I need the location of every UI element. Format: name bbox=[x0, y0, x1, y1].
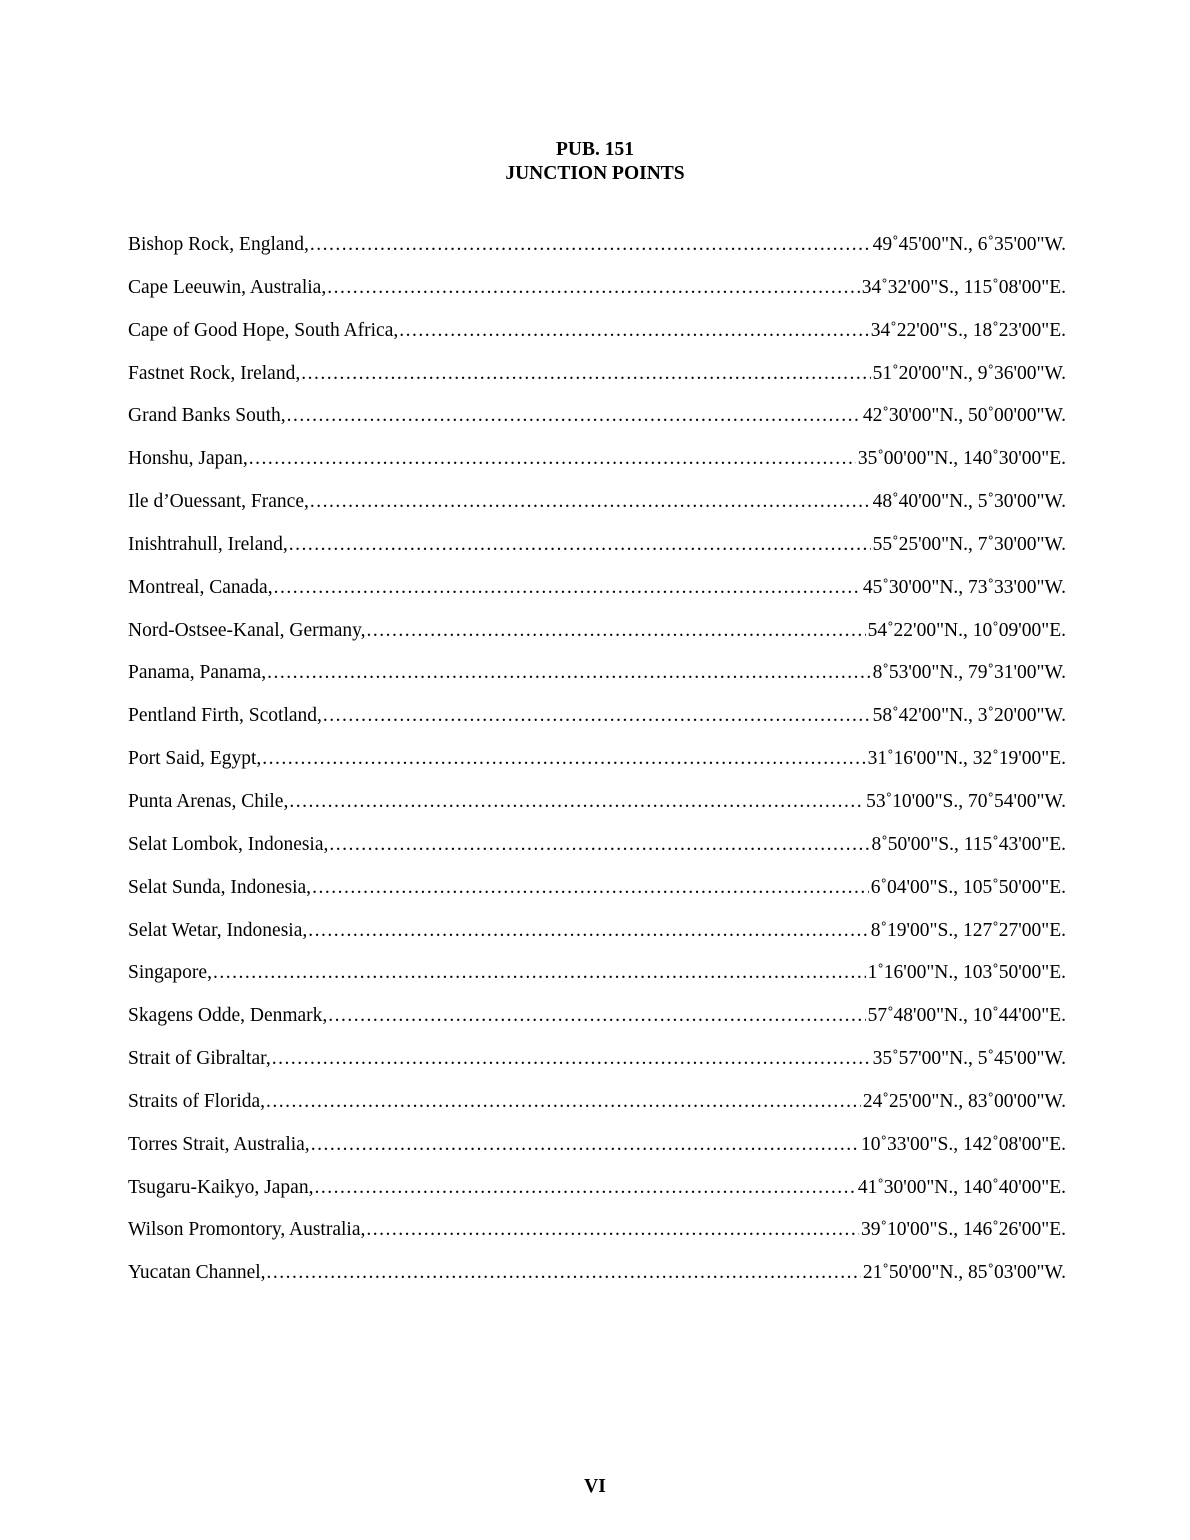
point-coordinates: 31˚16'00"N., 32˚19'00"E. bbox=[867, 748, 1066, 770]
list-item bbox=[128, 1134, 1066, 1177]
dot-leader bbox=[289, 791, 864, 813]
list-item bbox=[128, 448, 1066, 491]
dot-leader bbox=[272, 1048, 871, 1070]
list-item bbox=[128, 1177, 1066, 1220]
dot-leader bbox=[266, 1091, 861, 1113]
point-name: Bishop Rock, England, bbox=[128, 234, 309, 255]
dot-leader bbox=[329, 834, 869, 856]
point-name: Panama, Panama, bbox=[128, 662, 267, 684]
point-coordinates: 10˚33'00"S., 142˚08'00"E. bbox=[861, 1133, 1066, 1155]
point-name: Cape of Good Hope, South Africa, bbox=[128, 319, 399, 341]
point-name: Wilson Promontory, Australia, bbox=[128, 1219, 366, 1241]
dot-leader bbox=[267, 1262, 861, 1284]
list-item bbox=[128, 791, 1066, 834]
point-coordinates: 6˚04'00"S., 105˚50'00"E. bbox=[870, 876, 1066, 898]
dot-leader bbox=[323, 705, 871, 727]
point-name: Ile d’Ouessant, France, bbox=[128, 491, 309, 513]
dot-leader bbox=[399, 320, 869, 342]
point-coordinates: 21˚50'00"N., 85˚03'00"W. bbox=[862, 1262, 1066, 1284]
point-coordinates: 57˚48'00"N., 10˚44'00"E. bbox=[867, 1005, 1066, 1027]
dot-leader bbox=[367, 620, 866, 642]
list-item bbox=[128, 363, 1066, 406]
point-coordinates: 49˚45'00"N., 6˚35'00"W. bbox=[872, 234, 1066, 255]
point-coordinates: 39˚10'00"S., 146˚26'00"E. bbox=[861, 1219, 1066, 1241]
dot-leader bbox=[312, 877, 869, 899]
point-name: Yucatan Channel, bbox=[128, 1262, 266, 1284]
pub-number-title: PUB. 151 bbox=[556, 139, 634, 160]
dot-leader bbox=[310, 491, 871, 513]
list-item bbox=[128, 1219, 1066, 1262]
point-name: Straits of Florida, bbox=[128, 1090, 266, 1112]
point-name: Punta Arenas, Chile, bbox=[128, 790, 289, 812]
dot-leader bbox=[310, 234, 871, 256]
point-coordinates: 8˚53'00"N., 79˚31'00"W. bbox=[872, 662, 1066, 684]
dot-leader bbox=[213, 962, 866, 984]
point-coordinates: 53˚10'00"S., 70˚54'00"W. bbox=[866, 790, 1066, 812]
dot-leader bbox=[366, 1219, 859, 1241]
list-item bbox=[128, 962, 1066, 1005]
point-name: Singapore, bbox=[128, 962, 212, 984]
point-name: Cape Leeuwin, Australia, bbox=[128, 276, 327, 298]
point-name: Selat Wetar, Indonesia, bbox=[128, 919, 308, 941]
list-item bbox=[128, 748, 1066, 791]
point-coordinates: 42˚30'00"N., 50˚00'00"W. bbox=[862, 405, 1066, 427]
list-item bbox=[128, 662, 1066, 705]
dot-leader bbox=[267, 662, 871, 684]
list-item bbox=[128, 1005, 1066, 1048]
point-coordinates: 45˚30'00"N., 73˚33'00"W. bbox=[862, 576, 1066, 598]
point-coordinates: 24˚25'00"N., 83˚00'00"W. bbox=[862, 1090, 1066, 1112]
point-name: Strait of Gibraltar, bbox=[128, 1048, 271, 1070]
point-name: Skagens Odde, Denmark, bbox=[128, 1005, 328, 1027]
list-item bbox=[128, 577, 1066, 620]
point-name: Montreal, Canada, bbox=[128, 576, 273, 598]
list-item bbox=[128, 405, 1066, 448]
dot-leader bbox=[327, 277, 860, 299]
point-coordinates: 48˚40'00"N., 5˚30'00"W. bbox=[872, 491, 1066, 513]
point-name: Fastnet Rock, Ireland, bbox=[128, 362, 301, 384]
dot-leader bbox=[314, 1177, 855, 1199]
point-coordinates: 35˚00'00"N., 140˚30'00"E. bbox=[857, 448, 1066, 470]
point-name: Port Said, Egypt, bbox=[128, 748, 262, 770]
point-name: Selat Lombok, Indonesia, bbox=[128, 833, 329, 855]
point-name: Honshu, Japan, bbox=[128, 448, 248, 470]
dot-leader bbox=[311, 1134, 859, 1156]
dot-leader bbox=[249, 448, 856, 470]
list-item bbox=[128, 534, 1066, 577]
dot-leader bbox=[301, 363, 870, 385]
point-name: Nord-Ostsee-Kanal, Germany, bbox=[128, 619, 366, 641]
dot-leader bbox=[274, 577, 861, 599]
point-coordinates: 55˚25'00"N., 7˚30'00"W. bbox=[872, 533, 1066, 555]
point-coordinates: 54˚22'00"N., 10˚09'00"E. bbox=[867, 619, 1066, 641]
list-item bbox=[128, 705, 1066, 748]
point-coordinates: 34˚32'00"S., 115˚08'00"E. bbox=[861, 276, 1066, 298]
point-coordinates: 8˚50'00"S., 115˚43'00"E. bbox=[871, 833, 1066, 855]
dot-leader bbox=[262, 748, 865, 770]
list-item bbox=[128, 1091, 1066, 1134]
page-title bbox=[0, 138, 1190, 186]
junction-points-list bbox=[128, 234, 1066, 1305]
list-item bbox=[128, 920, 1066, 963]
point-name: Selat Sunda, Indonesia, bbox=[128, 876, 312, 898]
list-item bbox=[128, 1048, 1066, 1091]
point-name: Torres Strait, Australia, bbox=[128, 1133, 310, 1155]
list-item bbox=[128, 877, 1066, 920]
point-coordinates: 58˚42'00"N., 3˚20'00"W. bbox=[872, 705, 1066, 727]
point-coordinates: 8˚19'00"S., 127˚27'00"E. bbox=[870, 919, 1066, 941]
point-name: Inishtrahull, Ireland, bbox=[128, 533, 288, 555]
dot-leader bbox=[328, 1005, 865, 1027]
point-coordinates: 1˚16'00"N., 103˚50'00"E. bbox=[867, 962, 1066, 984]
point-name: Pentland Firth, Scotland, bbox=[128, 705, 322, 727]
page-number: VI bbox=[584, 1476, 606, 1497]
list-item bbox=[128, 320, 1066, 363]
dot-leader bbox=[287, 405, 861, 427]
section-title: JUNCTION POINTS bbox=[505, 163, 685, 184]
list-item bbox=[128, 234, 1066, 277]
dot-leader bbox=[308, 920, 869, 942]
point-name: Grand Banks South, bbox=[128, 405, 286, 427]
list-item bbox=[128, 491, 1066, 534]
list-item bbox=[128, 620, 1066, 663]
list-item bbox=[128, 1262, 1066, 1305]
point-coordinates: 51˚20'00"N., 9˚36'00"W. bbox=[872, 362, 1066, 384]
dot-leader bbox=[289, 534, 871, 556]
point-coordinates: 35˚57'00"N., 5˚45'00"W. bbox=[872, 1048, 1066, 1070]
point-name: Tsugaru-Kaikyo, Japan, bbox=[128, 1176, 314, 1198]
point-coordinates: 41˚30'00"N., 140˚40'00"E. bbox=[857, 1176, 1066, 1198]
list-item bbox=[128, 277, 1066, 320]
list-item bbox=[128, 834, 1066, 877]
point-coordinates: 34˚22'00"S., 18˚23'00"E. bbox=[870, 319, 1066, 341]
